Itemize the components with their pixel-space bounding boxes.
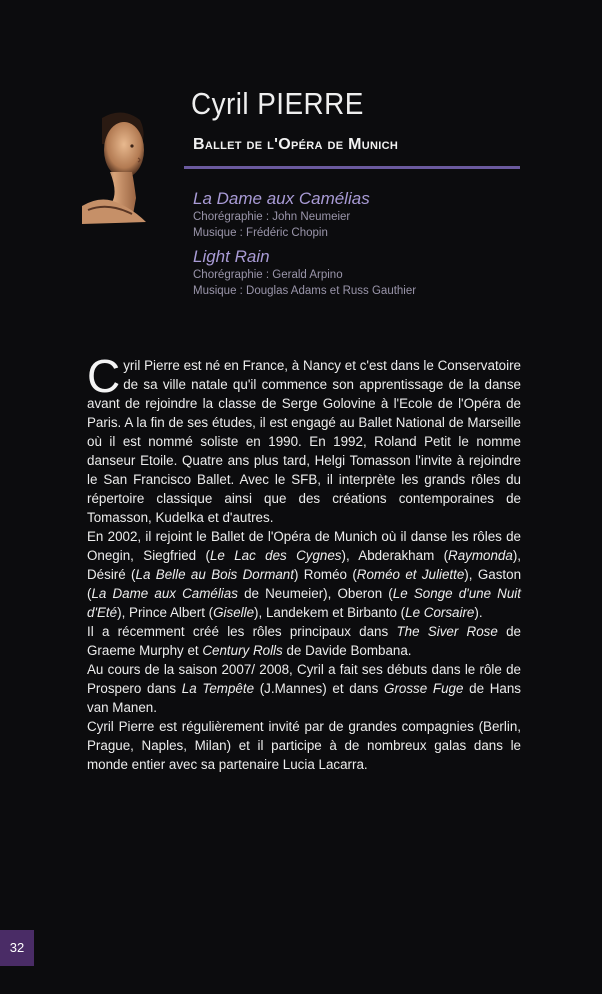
bio-text: ), Abderakham ( [341, 548, 449, 563]
work-reference: Roméo et Juliette [356, 567, 465, 582]
work-title: Light Rain [193, 247, 270, 266]
bio-text: Il a récemment créé les rôles principaux dans [87, 624, 397, 639]
bio-text: de Graeme Murphy et [87, 624, 521, 658]
work-reference: The Siver Rose [396, 624, 498, 639]
work-title: La Dame aux Camélias [193, 189, 370, 208]
work-reference: Century Rolls [202, 643, 283, 658]
drop-cap: C [87, 350, 121, 402]
work-choreography: Chorégraphie : Gerald Arpino [193, 269, 343, 281]
work-reference: La Tempête [181, 681, 255, 696]
work-item [193, 247, 523, 299]
work-reference: Le Songe d'une Nuit d'Eté [87, 586, 521, 620]
biography [87, 350, 522, 774]
header-divider [184, 166, 520, 169]
bio-text: ), Landekem et Birbanto ( [254, 605, 406, 620]
bio-text: yril Pierre est né en France, à Nancy et c'est dans le Conservatoire de sa ville natale qu'il commence son apprentissage de la danse avant de rejoindre la classe de Serge Golovine à l'Ecole de l'Opéra de Paris. A la fin de ses études, il est engagé au Ballet National de Marseille où il est nommé soliste en 1990. En 1992, Roland Petit le nomme danseur Etoile. Quatre ans plus tard, Helgi Tomasson l'invite à rejoindre le San Francisco Ballet. Avec le SFB, il interprète les grands rôles du répertoire classique ainsi que des créations contemporaines de Tomasson, Kudelka et d'autres. [87, 358, 521, 525]
bio-paragraph [87, 622, 521, 660]
bio-text: ), Désiré ( [87, 548, 521, 582]
bio-text: ), Gaston ( [87, 567, 522, 601]
work-reference: Le Lac des Cygnes [209, 548, 342, 563]
work-reference: Le Corsaire [405, 605, 475, 620]
work-item [193, 189, 523, 241]
bio-text: ). [474, 605, 483, 620]
bio-text: ), Prince Albert ( [117, 605, 214, 620]
dancer-name: Cyril PIERRE [191, 86, 364, 121]
dancer-portrait [62, 102, 158, 224]
work-reference: Raymonda [448, 548, 513, 563]
bio-text: En 2002, il rejoint le Ballet de l'Opéra de Munich où il danse les rôles de Onegin, Siegfried ( [87, 529, 521, 563]
page-number: 32 [0, 930, 34, 966]
bio-text: Au cours de la saison 2007/ 2008, Cyril a fait ses débuts dans le rôle de Prospero dans [87, 662, 521, 696]
bio-text: (J.Mannes) et dans [254, 681, 385, 696]
bio-text: ) Roméo ( [293, 567, 357, 582]
work-music: Musique : Frédéric Chopin [193, 227, 328, 239]
bio-text: de Neumeier), Oberon ( [237, 586, 393, 601]
work-reference: La Belle au Bois Dormant [135, 567, 294, 582]
work-reference: Grosse Fuge [384, 681, 464, 696]
bio-paragraph: Cyril Pierre est régulièrement invité par de grandes compagnies (Berlin, Prague, Naples, Milan) et il participe à de nombreux galas dans le monde entier avec sa partenaire Lucia Lacarra. [87, 719, 521, 772]
work-choreography: Chorégraphie : John Neumeier [193, 211, 351, 223]
bio-paragraph [87, 660, 521, 717]
works-list [193, 189, 523, 299]
work-reference: La Dame aux Camélias [91, 586, 238, 601]
bio-paragraph [87, 527, 521, 622]
bio-text: de Hans van Manen. [87, 681, 521, 715]
bio-text: de Davide Bombana. [282, 643, 412, 658]
company-name: Ballet de l'Opéra de Munich [193, 136, 399, 153]
bio-paragraph [87, 350, 521, 527]
work-music: Musique : Douglas Adams et Russ Gauthier [193, 285, 417, 297]
work-reference: Giselle [213, 605, 255, 620]
